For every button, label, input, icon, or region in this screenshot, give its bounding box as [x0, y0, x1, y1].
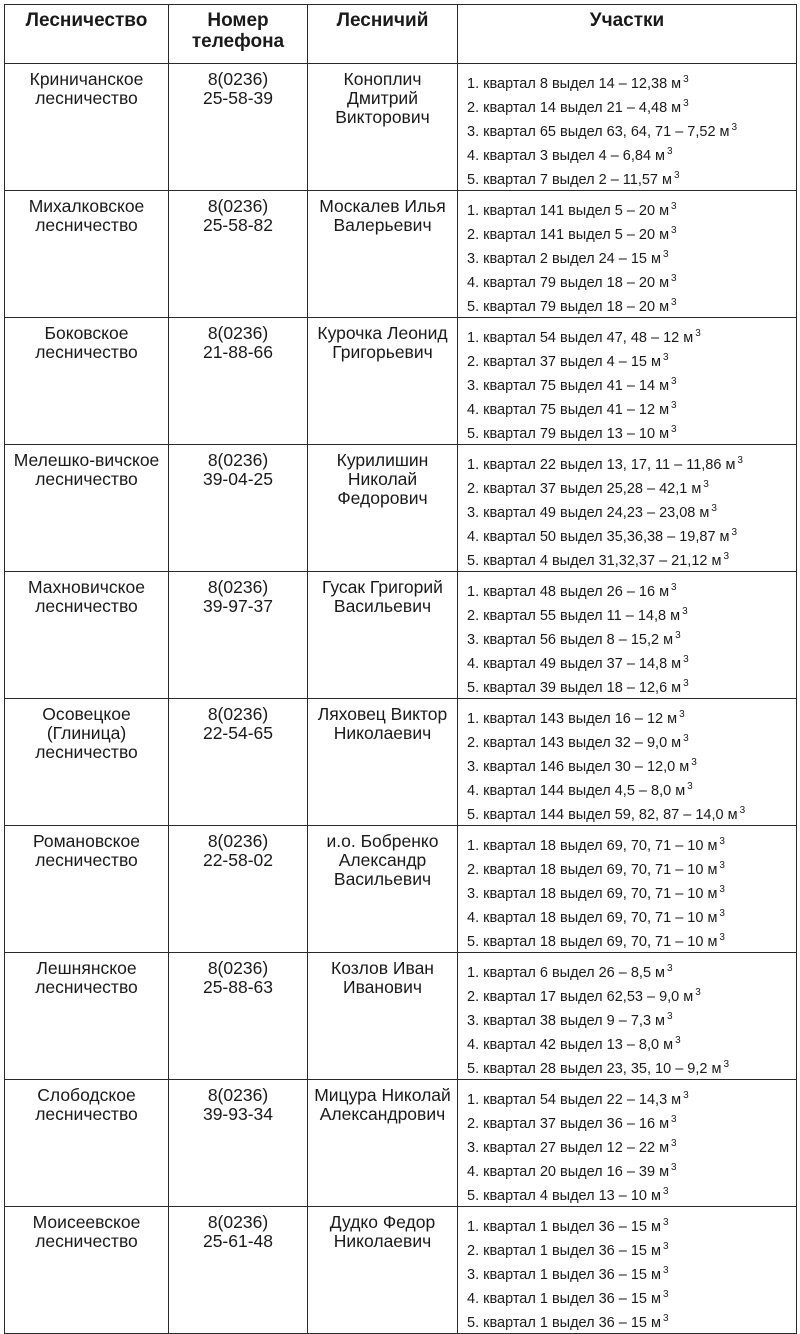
plot-text: 2. квартал 18 выдел 69, 70, 71 – 10 м [467, 862, 718, 878]
cubic-superscript: 3 [662, 1241, 669, 1252]
plot-text: 2. квартал 37 выдел 4 – 15 м [467, 354, 661, 370]
cubic-superscript: 3 [675, 1035, 681, 1046]
plot-item [467, 1158, 796, 1182]
cubic-superscript: 3 [695, 328, 701, 339]
phone-cell [169, 699, 308, 826]
plot-text: 4. квартал 42 выдел 13 – 8,0 м [467, 1037, 674, 1053]
plot-item [467, 245, 796, 269]
plot-text: 5. квартал 18 выдел 69, 70, 71 – 10 м [467, 934, 718, 950]
plot-text: 1. квартал 8 выдел 14 – 12,38 м [467, 76, 682, 92]
plot-text: 5. квартал 144 выдел 59, 82, 87 – 14,0 м [467, 807, 738, 823]
phone-code: 8(0236) [207, 958, 269, 978]
plot-item [467, 324, 796, 348]
forestry-name-cell: Боковское лесничество [5, 318, 169, 445]
phone-cell [169, 572, 308, 699]
cubic-superscript: 3 [691, 757, 697, 768]
plots-cell [458, 191, 797, 318]
plot-item [467, 1261, 796, 1285]
forestry-name-cell: Криничанское лесничество [5, 64, 169, 191]
plot-item [467, 1237, 796, 1261]
phone-cell [169, 1207, 308, 1334]
forester-name-cell: Ляховец Виктор Николаевич [308, 699, 458, 826]
plots-cell [458, 572, 797, 699]
cubic-superscript: 3 [719, 884, 725, 895]
phone-code: 8(0236) [207, 704, 269, 724]
plot-text: 2. квартал 37 выдел 25,28 – 42,1 м [467, 481, 702, 497]
cubic-superscript: 3 [737, 455, 743, 466]
forestry-name-cell: Слободское лесничество [5, 1080, 169, 1207]
header-phone: Номер телефона [169, 5, 308, 64]
phone-cell [169, 1080, 308, 1207]
plot-text: 4. квартал 3 выдел 4 – 6,84 м [467, 148, 666, 164]
cubic-superscript: 3 [675, 630, 681, 641]
cubic-superscript: 3 [703, 479, 709, 490]
plot-item [467, 269, 796, 293]
cubic-superscript: 3 [683, 654, 689, 665]
plot-item [467, 1213, 796, 1237]
forester-name-cell: Мицура Николай Александрович [308, 1080, 458, 1207]
plot-text: 3. квартал 56 выдел 8 – 15,2 м [467, 632, 674, 648]
forestry-name-cell: Махновичское лесничество [5, 572, 169, 699]
plot-item [467, 142, 796, 166]
phone-number: 25-58-82 [202, 215, 274, 235]
plot-text: 4. квартал 75 выдел 41 – 12 м [467, 402, 670, 418]
forestry-name-cell: Лешнянское лесничество [5, 953, 169, 1080]
phone-code: 8(0236) [207, 450, 269, 470]
table-row [5, 572, 797, 699]
plot-item [467, 523, 796, 547]
cubic-superscript: 3 [739, 805, 746, 816]
plot-text: 4. квартал 49 выдел 37 – 14,8 м [467, 656, 682, 672]
phone-code: 8(0236) [207, 69, 269, 89]
forestry-name-cell: Моисеевское лесничество [5, 1207, 169, 1334]
cubic-superscript: 3 [671, 1114, 677, 1125]
plot-text: 4. квартал 50 выдел 35,36,38 – 19,87 м [467, 529, 730, 545]
cubic-superscript: 3 [662, 1217, 669, 1228]
forestry-name-cell: Осовецкое (Глиница) лесничество [5, 699, 169, 826]
plot-text: 3. квартал 38 выдел 9 – 7,3 м [467, 1013, 666, 1029]
cubic-superscript: 3 [671, 201, 677, 212]
plot-text: 1. квартал 18 выдел 69, 70, 71 – 10 м [467, 838, 718, 854]
plot-text: 1. квартал 54 выдел 47, 48 – 12 м [467, 330, 694, 346]
forestry-name-cell: Романовское лесничество [5, 826, 169, 953]
cubic-superscript: 3 [683, 98, 689, 109]
plot-text: 5. квартал 1 выдел 36 – 15 м [467, 1315, 661, 1331]
plot-text: 1. квартал 6 выдел 26 – 8,5 м [467, 965, 666, 981]
cubic-superscript: 3 [683, 74, 689, 85]
plot-item [467, 856, 796, 880]
cubic-superscript: 3 [719, 932, 725, 943]
cubic-superscript: 3 [671, 400, 677, 411]
table-row [5, 826, 797, 953]
cubic-superscript: 3 [662, 1186, 669, 1197]
plot-text: 4. квартал 144 выдел 4,5 – 8,0 м [467, 783, 686, 799]
forester-name-cell: Москалев Илья Валерьевич [308, 191, 458, 318]
plot-item [467, 674, 796, 698]
plot-text: 4. квартал 20 выдел 16 – 39 м [467, 1164, 670, 1180]
cubic-superscript: 3 [682, 606, 688, 617]
plot-text: 2. квартал 55 выдел 11 – 14,8 м [467, 608, 681, 624]
plot-text: 3. квартал 1 выдел 36 – 15 м [467, 1267, 661, 1283]
cubic-superscript: 3 [667, 963, 673, 974]
plot-text: 5. квартал 4 выдел 13 – 10 м [467, 1188, 661, 1204]
plot-item [467, 602, 796, 626]
plot-item [467, 959, 796, 983]
phone-number: 39-97-37 [202, 596, 274, 616]
phone-cell [169, 191, 308, 318]
forester-name-cell: и.о. Бобренко Александр Васильевич [308, 826, 458, 953]
plot-item [467, 777, 796, 801]
forestry-contacts-table [4, 4, 797, 1334]
plot-item [467, 1086, 796, 1110]
phone-cell [169, 445, 308, 572]
plot-text: 5. квартал 7 выдел 2 – 11,57 м [467, 172, 672, 188]
plot-item [467, 729, 796, 753]
table-row [5, 64, 797, 191]
plot-item [467, 1031, 796, 1055]
phone-code: 8(0236) [207, 1085, 269, 1105]
plot-text: 4. квартал 1 выдел 36 – 15 м [467, 1291, 661, 1307]
plot-item [467, 1285, 796, 1309]
plot-text: 3. квартал 65 выдел 63, 64, 71 – 7,52 м [467, 124, 730, 140]
forestry-name-cell: Михалковское лесничество [5, 191, 169, 318]
cubic-superscript: 3 [711, 503, 717, 514]
plot-item [467, 221, 796, 245]
plot-text: 1. квартал 143 выдел 16 – 12 м [467, 711, 678, 727]
cubic-superscript: 3 [683, 678, 689, 689]
cubic-superscript: 3 [719, 860, 725, 871]
plots-cell [458, 445, 797, 572]
cubic-superscript: 3 [683, 733, 689, 744]
plot-item [467, 578, 796, 602]
plot-item [467, 801, 796, 825]
forester-name-cell: Курилишин Николай Федорович [308, 445, 458, 572]
plot-item [467, 1110, 796, 1134]
plot-item [467, 396, 796, 420]
plot-text: 1. квартал 48 выдел 26 – 16 м [467, 584, 670, 600]
plot-item [467, 197, 796, 221]
phone-number: 25-61-48 [202, 1231, 274, 1251]
phone-cell [169, 953, 308, 1080]
plot-item [467, 1055, 796, 1079]
plot-item [467, 983, 796, 1007]
cubic-superscript: 3 [662, 1313, 669, 1324]
plot-text: 2. квартал 1 выдел 36 – 15 м [467, 1243, 661, 1259]
cubic-superscript: 3 [671, 376, 677, 387]
cubic-superscript: 3 [723, 1059, 729, 1070]
table-row [5, 445, 797, 572]
plot-item [467, 832, 796, 856]
cubic-superscript: 3 [671, 297, 677, 308]
plot-text: 5. квартал 4 выдел 31,32,37 – 21,12 м [467, 553, 722, 569]
cubic-superscript: 3 [662, 1289, 669, 1300]
plot-item [467, 1309, 796, 1333]
plot-item [467, 475, 796, 499]
plots-cell [458, 953, 797, 1080]
plot-text: 2. квартал 37 выдел 36 – 16 м [467, 1116, 670, 1132]
plot-item [467, 166, 796, 190]
forestry-name-cell: Мелешко-вичское лесничество [5, 445, 169, 572]
table-body [5, 64, 797, 1334]
cubic-superscript: 3 [731, 122, 738, 133]
plot-item [467, 626, 796, 650]
table-row [5, 953, 797, 1080]
forester-name-cell: Дудко Федор Николаевич [308, 1207, 458, 1334]
plot-item [467, 293, 796, 317]
cubic-superscript: 3 [687, 781, 693, 792]
cubic-superscript: 3 [662, 352, 669, 363]
forester-name-cell: Курочка Леонид Григорьевич [308, 318, 458, 445]
plot-text: 5. квартал 39 выдел 18 – 12,6 м [467, 680, 682, 696]
phone-code: 8(0236) [207, 323, 269, 343]
plot-item [467, 904, 796, 928]
cubic-superscript: 3 [671, 424, 677, 435]
phone-cell [169, 64, 308, 191]
plot-item [467, 1182, 796, 1206]
plot-item [467, 1134, 796, 1158]
plot-item [467, 420, 796, 444]
cubic-superscript: 3 [667, 146, 673, 157]
plot-text: 1. квартал 22 выдел 13, 17, 11 – 11,86 м [467, 457, 736, 473]
plot-text: 3. квартал 2 выдел 24 – 15 м [467, 251, 661, 267]
table-row [5, 1207, 797, 1334]
header-forestry: Лесничество [5, 5, 169, 64]
table-row [5, 318, 797, 445]
phone-code: 8(0236) [207, 196, 269, 216]
plot-item [467, 372, 796, 396]
plots-cell [458, 826, 797, 953]
plot-item [467, 880, 796, 904]
plot-item [467, 753, 796, 777]
table-header-row [5, 5, 797, 64]
plot-text: 1. квартал 54 выдел 22 – 14,3 м [467, 1092, 682, 1108]
cubic-superscript: 3 [671, 225, 677, 236]
plot-text: 3. квартал 27 выдел 12 – 22 м [467, 1140, 670, 1156]
cubic-superscript: 3 [662, 249, 669, 260]
plot-text: 2. квартал 143 выдел 32 – 9,0 м [467, 735, 682, 751]
cubic-superscript: 3 [719, 908, 725, 919]
cubic-superscript: 3 [719, 836, 725, 847]
phone-code: 8(0236) [207, 577, 269, 597]
header-plots: Участки [458, 5, 797, 64]
cubic-superscript: 3 [671, 1162, 677, 1173]
cubic-superscript: 3 [679, 709, 685, 720]
phone-number: 39-04-25 [202, 469, 274, 489]
plot-text: 5. квартал 28 выдел 23, 35, 10 – 9,2 м [467, 1061, 722, 1077]
plot-item [467, 94, 796, 118]
plot-item [467, 499, 796, 523]
plot-item [467, 118, 796, 142]
plots-cell [458, 64, 797, 191]
cubic-superscript: 3 [731, 527, 738, 538]
plots-cell [458, 1207, 797, 1334]
plot-text: 2. квартал 17 выдел 62,53 – 9,0 м [467, 989, 694, 1005]
cubic-superscript: 3 [671, 582, 677, 593]
plot-text: 3. квартал 146 выдел 30 – 12,0 м [467, 759, 690, 775]
phone-code: 8(0236) [207, 831, 269, 851]
cubic-superscript: 3 [667, 1011, 673, 1022]
table-row [5, 1080, 797, 1207]
forester-name-cell: Коноплич Дмитрий Викторович [308, 64, 458, 191]
plot-text: 3. квартал 75 выдел 41 – 14 м [467, 378, 670, 394]
cubic-superscript: 3 [674, 170, 680, 181]
phone-cell [169, 826, 308, 953]
plots-cell [458, 699, 797, 826]
plot-text: 1. квартал 1 выдел 36 – 15 м [467, 1219, 661, 1235]
phone-number: 22-54-65 [202, 723, 274, 743]
plot-text: 2. квартал 14 выдел 21 – 4,48 м [467, 100, 682, 116]
cubic-superscript: 3 [671, 273, 677, 284]
cubic-superscript: 3 [662, 1265, 669, 1276]
phone-number: 21-88-66 [202, 342, 274, 362]
plots-cell [458, 318, 797, 445]
plot-text: 5. квартал 79 выдел 13 – 10 м [467, 426, 670, 442]
phone-cell [169, 318, 308, 445]
table-row [5, 699, 797, 826]
plot-text: 3. квартал 18 выдел 69, 70, 71 – 10 м [467, 886, 718, 902]
plot-item [467, 650, 796, 674]
cubic-superscript: 3 [695, 987, 701, 998]
forester-name-cell: Козлов Иван Иванович [308, 953, 458, 1080]
header-forester: Лесничий [308, 5, 458, 64]
plot-text: 4. квартал 18 выдел 69, 70, 71 – 10 м [467, 910, 718, 926]
plot-text: 2. квартал 141 выдел 5 – 20 м [467, 227, 670, 243]
plot-item [467, 348, 796, 372]
plot-item [467, 705, 796, 729]
plot-item [467, 451, 796, 475]
plot-item [467, 547, 796, 571]
plot-item [467, 928, 796, 952]
plot-text: 1. квартал 141 выдел 5 – 20 м [467, 203, 670, 219]
phone-number: 39-93-34 [202, 1104, 274, 1124]
cubic-superscript: 3 [671, 1138, 677, 1149]
forester-name-cell: Гусак Григорий Васильевич [308, 572, 458, 699]
cubic-superscript: 3 [683, 1090, 689, 1101]
table-row [5, 191, 797, 318]
plot-item [467, 1007, 796, 1031]
plots-cell [458, 1080, 797, 1207]
cubic-superscript: 3 [723, 551, 730, 562]
plot-text: 5. квартал 79 выдел 18 – 20 м [467, 299, 670, 315]
phone-number: 25-88-63 [202, 977, 274, 997]
phone-number: 25-58-39 [202, 88, 274, 108]
phone-code: 8(0236) [207, 1212, 269, 1232]
plot-item [467, 70, 796, 94]
phone-number: 22-58-02 [202, 850, 274, 870]
plot-text: 4. квартал 79 выдел 18 – 20 м [467, 275, 670, 291]
plot-text: 3. квартал 49 выдел 24,23 – 23,08 м [467, 505, 710, 521]
